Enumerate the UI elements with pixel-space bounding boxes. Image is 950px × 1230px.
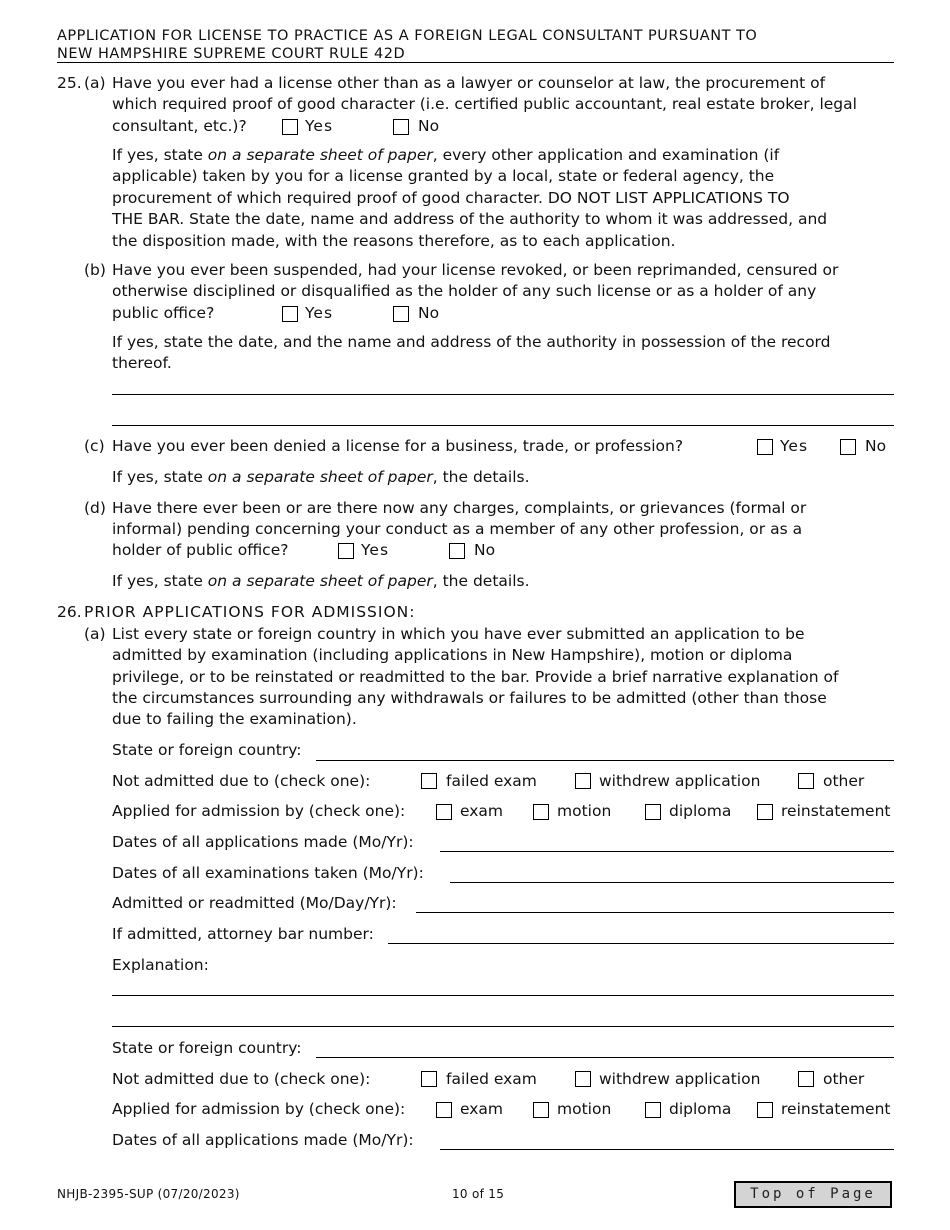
q25d-no-label: No [474,541,496,559]
exam-label: exam [460,802,504,820]
motion-label-2: motion [557,1100,612,1118]
q25a-no-checkbox[interactable] [393,119,409,135]
bar-number-label: If admitted, attorney bar number: [112,925,374,943]
dates-applications-input[interactable] [440,851,894,852]
q25d-followup: If yes, state on a separate sheet of paper, the details. [112,572,530,590]
q25c-yes-checkbox[interactable] [757,439,773,455]
failed-exam-label-2: failed exam [446,1070,537,1088]
q25a-followup-2: applicable) taken by you for a license granted by a local, state or federal agency, the [112,167,775,185]
failed-exam-label: failed exam [446,772,537,790]
question-number-26: 26. [57,603,82,621]
q25c-text: Have you ever been denied a license for a business, trade, or profession? [112,437,684,455]
q25a-followup-4: THE BAR. State the date, name and address of the authority to whom it was addressed, and [112,210,828,228]
applied-by-label-2: Applied for admission by (check one): [112,1100,406,1118]
q26a-text-1: List every state or foreign country in which you have ever submitted an application to be [112,625,805,643]
diploma-checkbox[interactable] [645,804,661,820]
bar-number-input[interactable] [388,943,894,944]
q25a-text-3: consultant, etc.)? [112,117,247,135]
reinstatement-label: reinstatement [781,802,891,820]
exam-checkbox[interactable] [436,804,452,820]
q26a-text-2: admitted by examination (including applications in New Hampshire), motion or diploma [112,646,793,664]
q25a-text-2: which required proof of good character (i.e. certified public accountant, real estate broker, legal [112,95,857,113]
q25b-followup-2: thereof. [112,354,172,372]
q25b-text-2: otherwise disciplined or disqualified as the holder of any such license or as a holder of any [112,282,817,300]
dates-applications-label-2: Dates of all applications made (Mo/Yr): [112,1131,414,1149]
q25a-followup-3: procurement of which required proof of good character. DO NOT LIST APPLICATIONS TO [112,189,790,207]
applied-by-label: Applied for admission by (check one): [112,802,406,820]
dates-exams-label: Dates of all examinations taken (Mo/Yr): [112,864,424,882]
failed-exam-checkbox[interactable] [421,773,437,789]
q25b-answer-line-1[interactable] [112,394,894,395]
q25b-followup-1: If yes, state the date, and the name and address of the authority in possession of the record [112,333,831,351]
withdrew-application-label-2: withdrew application [599,1070,761,1088]
q25d-text-3: holder of public office? [112,541,289,559]
explanation-line-1[interactable] [112,995,894,996]
motion-checkbox-2[interactable] [533,1102,549,1118]
q25d-no-checkbox[interactable] [449,543,465,559]
q25d-yes-label: Yes [361,541,390,559]
q26a-letter: (a) [84,625,106,643]
question-number-25: 25. [57,74,82,92]
diploma-checkbox-2[interactable] [645,1102,661,1118]
form-id: NHJB-2395-SUP (07/20/2023) [57,1187,240,1201]
state-country-input[interactable] [316,760,894,761]
exam-checkbox-2[interactable] [436,1102,452,1118]
q25c-followup: If yes, state on a separate sheet of paper, the details. [112,468,530,486]
motion-checkbox[interactable] [533,804,549,820]
other-label: other [823,772,865,790]
explanation-line-2[interactable] [112,1026,894,1027]
q25b-text-3: public office? [112,304,215,322]
admitted-date-label: Admitted or readmitted (Mo/Day/Yr): [112,894,397,912]
q25a-no-label: No [418,117,440,135]
q25c-no-label: No [865,437,887,455]
q25a-followup-5: the disposition made, with the reasons therefore, as to each application. [112,232,676,250]
q25b-answer-line-2[interactable] [112,425,894,426]
q25d-text-2: informal) pending concerning your conduct as a member of any other profession, or as a [112,520,803,538]
q25a-followup-1: If yes, state on a separate sheet of paper, every other application and examination (if [112,146,780,164]
dates-applications-input-2[interactable] [440,1149,894,1150]
reinstatement-checkbox-2[interactable] [757,1102,773,1118]
q26a-text-3: privilege, or to be reinstated or readmitted to the bar. Provide a brief narrative explanation of [112,668,839,686]
q25c-no-checkbox[interactable] [840,439,856,455]
dates-exams-input[interactable] [450,882,894,883]
q25d-letter: (d) [84,499,106,517]
q26-title: PRIOR APPLICATIONS FOR ADMISSION: [84,603,416,621]
q25b-yes-label: Yes [305,304,334,322]
q25a-text-1: Have you ever had a license other than as a lawyer or counselor at law, the procurement of [112,74,826,92]
diploma-label: diploma [669,802,732,820]
top-of-page-button[interactable]: Top of Page [734,1181,892,1208]
reinstatement-checkbox[interactable] [757,804,773,820]
state-country-label-2: State or foreign country: [112,1039,302,1057]
withdrew-application-checkbox-2[interactable] [575,1071,591,1087]
other-label-2: other [823,1070,865,1088]
q25a-yes-label: Yes [305,117,334,135]
state-country-input-2[interactable] [316,1057,894,1058]
reinstatement-label-2: reinstatement [781,1100,891,1118]
q25b-yes-checkbox[interactable] [282,306,298,322]
motion-label: motion [557,802,612,820]
not-admitted-label-2: Not admitted due to (check one): [112,1070,371,1088]
q25b-letter: (b) [84,261,106,279]
q26a-text-5: due to failing the examination). [112,710,357,728]
failed-exam-checkbox-2[interactable] [421,1071,437,1087]
q25d-text-1: Have there ever been or are there now any charges, complaints, or grievances (formal or [112,499,807,517]
q25c-letter: (c) [84,437,105,455]
q25d-yes-checkbox[interactable] [338,543,354,559]
withdrew-application-checkbox[interactable] [575,773,591,789]
explanation-label: Explanation: [112,956,209,974]
form-title-line1: APPLICATION FOR LICENSE TO PRACTICE AS A FOREIGN LEGAL CONSULTANT PURSUANT TO [57,28,758,44]
q25a-letter: (a) [84,74,106,92]
other-checkbox-2[interactable] [798,1071,814,1087]
other-checkbox[interactable] [798,773,814,789]
q26a-text-4: the circumstances surrounding any withdrawals or failures to be admitted (other than those [112,689,827,707]
withdrew-application-label: withdrew application [599,772,761,790]
state-country-label: State or foreign country: [112,741,302,759]
page-number: 10 of 15 [452,1187,505,1201]
dates-applications-label: Dates of all applications made (Mo/Yr): [112,833,414,851]
q25c-yes-label: Yes [780,437,809,455]
q25b-text-1: Have you ever been suspended, had your license revoked, or been reprimanded, censured or [112,261,839,279]
form-title-line2: NEW HAMPSHIRE SUPREME COURT RULE 42D [57,46,406,62]
q25b-no-label: No [418,304,440,322]
q25b-no-checkbox[interactable] [393,306,409,322]
not-admitted-label: Not admitted due to (check one): [112,772,371,790]
header-divider [57,62,894,63]
admitted-date-input[interactable] [416,912,894,913]
exam-label-2: exam [460,1100,504,1118]
diploma-label-2: diploma [669,1100,732,1118]
q25a-yes-checkbox[interactable] [282,119,298,135]
